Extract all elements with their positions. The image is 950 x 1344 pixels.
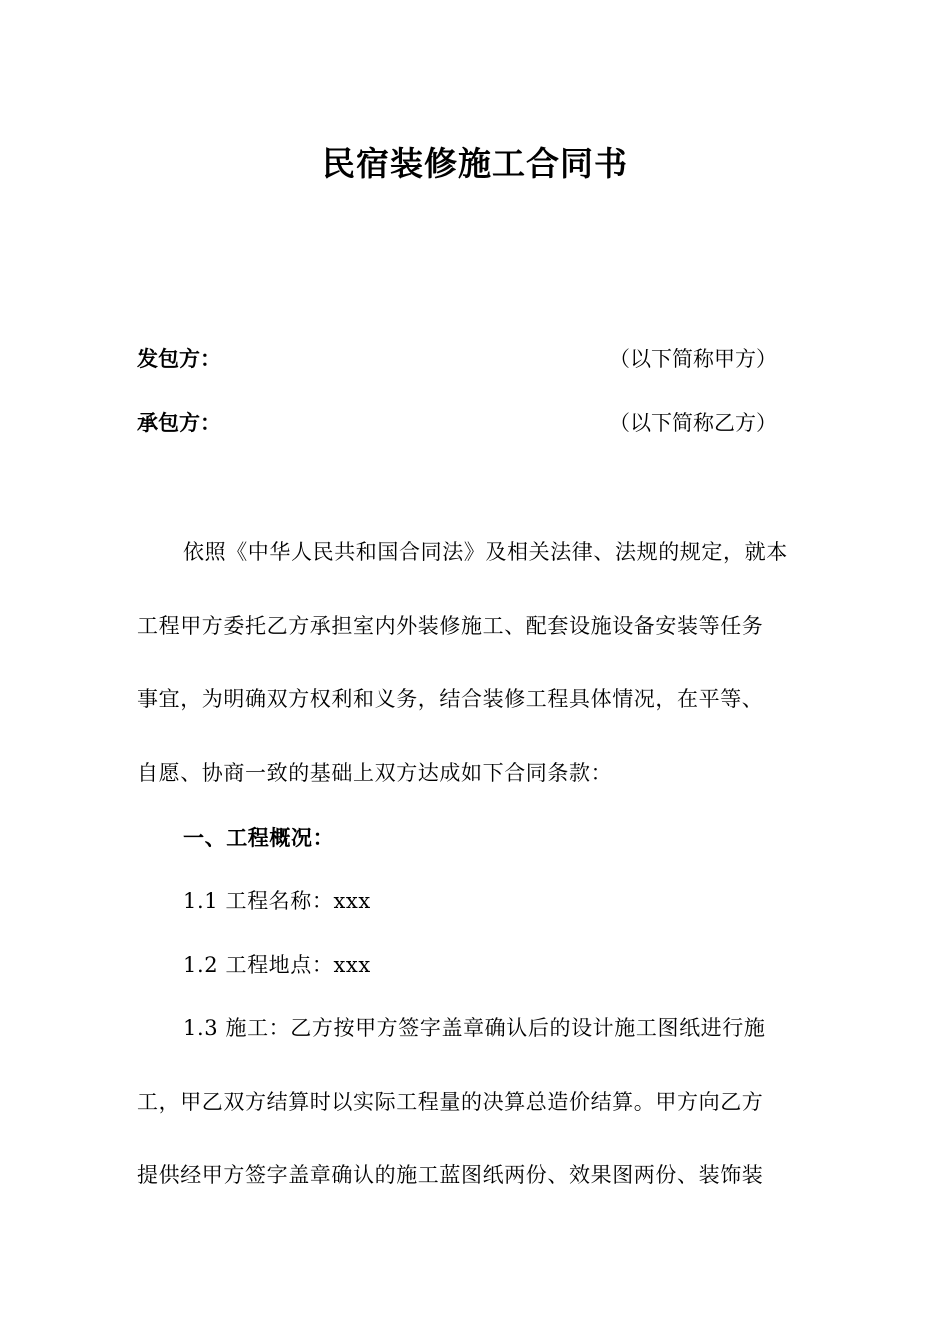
clause-1-2: 1.2 工程地点：xxx [183,953,371,977]
employer-label: 发包方： [137,347,221,371]
employer-note: （以下简称甲方） [609,347,777,371]
document-title: 民宿装修施工合同书 [322,144,628,183]
party-contractor-row [137,408,827,438]
contractor-note: （以下简称乙方） [609,411,777,435]
contractor-label: 承包方： [137,411,221,435]
preamble-line: 自愿、协商一致的基础上双方达成如下合同条款： [137,761,613,785]
party-employer-row [137,344,827,374]
clause-1-1: 1.1 工程名称：xxx [183,889,371,913]
clause-1-3-line: 工，甲乙双方结算时以实际工程量的决算总造价结算。甲方向乙方 [137,1090,764,1114]
clause-1-3-line: 提供经甲方签字盖章确认的施工蓝图纸两份、效果图两份、装饰装 [137,1163,764,1187]
preamble-line: 事宜，为明确双方权利和义务，结合装修工程具体情况，在平等、 [137,687,764,711]
preamble-line: 工程甲方委托乙方承担室内外装修施工、配套设施设备安装等任务 [137,614,764,638]
clause-1-3-line: 1.3 施工：乙方按甲方签字盖章确认后的设计施工图纸进行施 [183,1016,766,1040]
section-1-heading: 一、工程概况： [183,826,335,850]
preamble-line: 依照《中华人民共和国合同法》及相关法律、法规的规定，就本 [183,540,788,564]
